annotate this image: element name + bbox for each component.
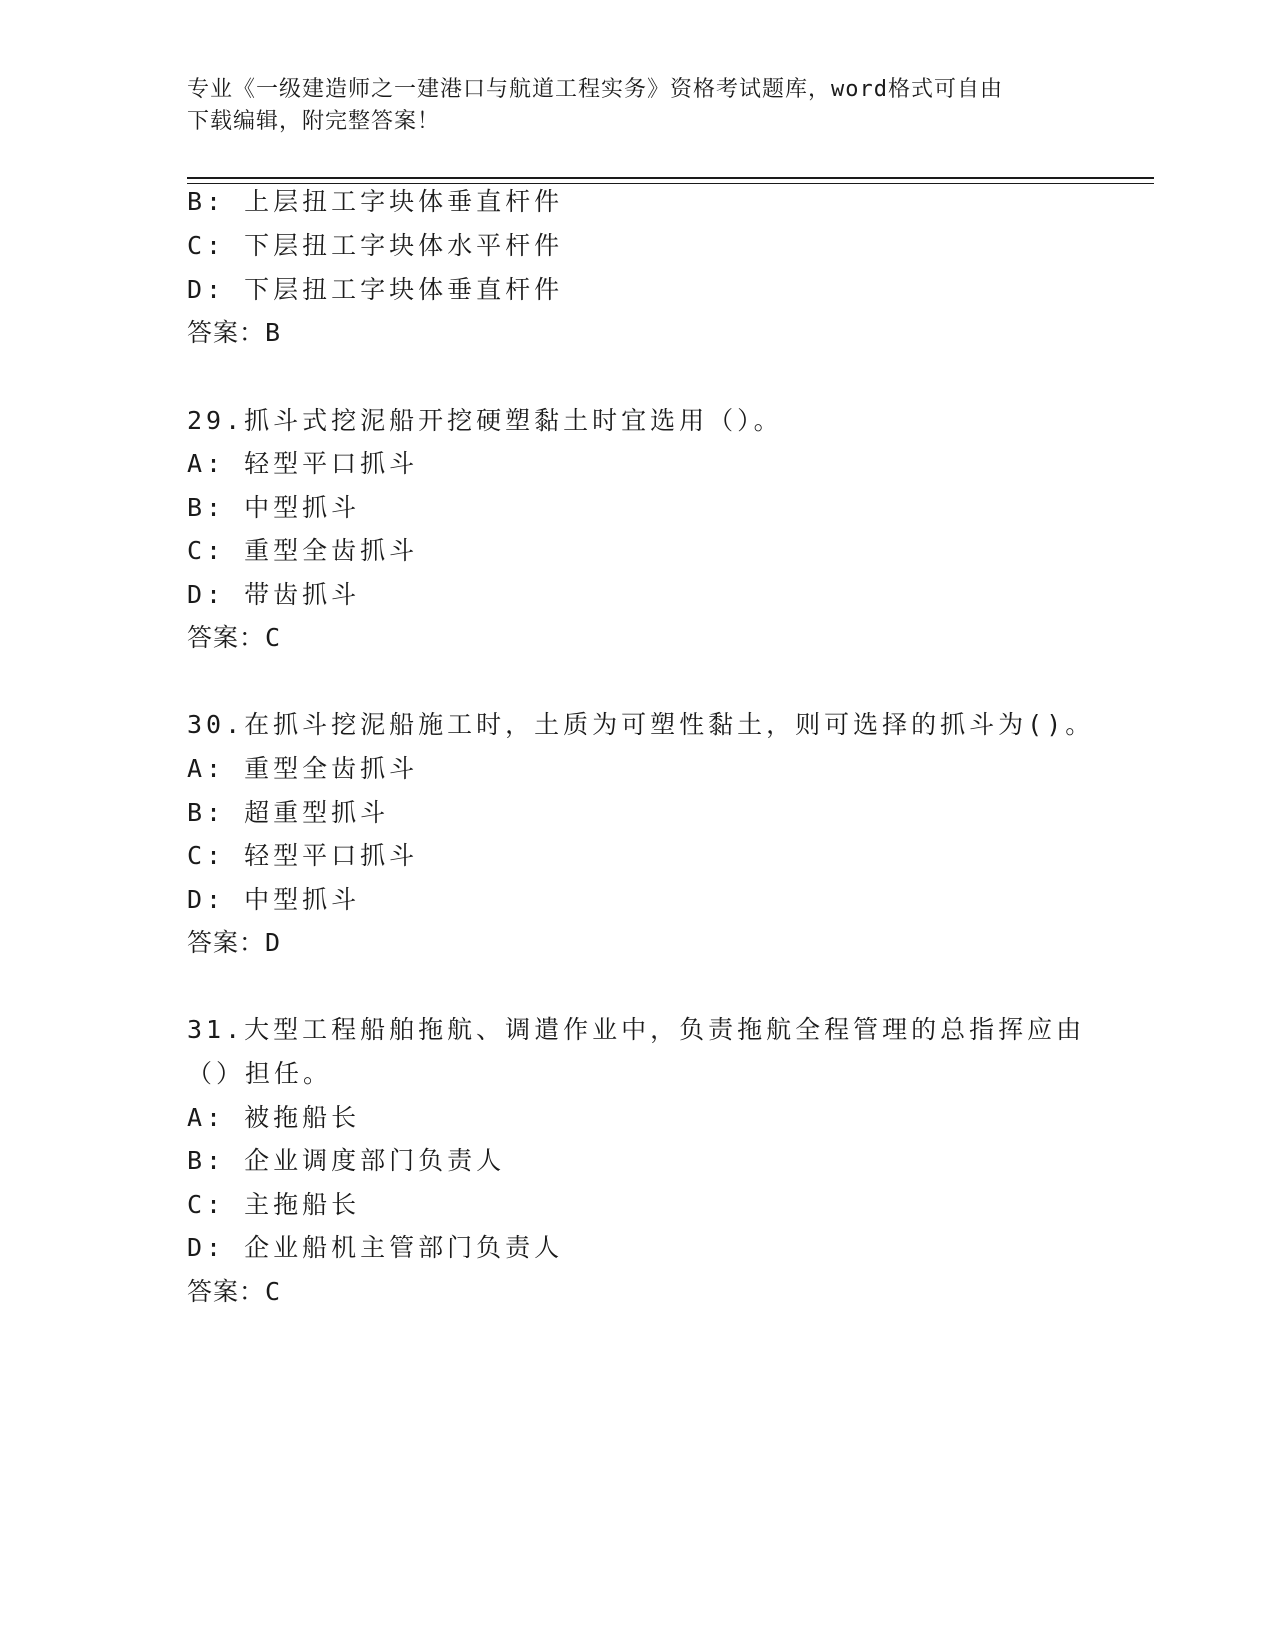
answer-line: 答案：B [187,318,282,347]
option-b: B: 上层扭工字块体垂直杆件 [187,187,564,216]
q31-option-b: B: 企业调度部门负责人 [187,1146,506,1175]
option-d: D: 下层扭工字块体垂直杆件 [187,275,564,304]
q29-option-a: A: 轻型平口抓斗 [187,449,419,478]
q29-answer: 答案：C [187,623,282,652]
q31-option-d: D: 企业船机主管部门负责人 [187,1233,564,1262]
q29-option-d: D: 带齿抓斗 [187,580,361,609]
q30-option-a: A: 重型全齿抓斗 [187,754,419,783]
q31-option-a: A: 被拖船长 [187,1103,361,1132]
q30-option-c: C: 轻型平口抓斗 [187,841,419,870]
q30-option-d: D: 中型抓斗 [187,885,361,914]
header-line-1: 专业《一级建造师之一建港口与航道工程实务》资格考试题库，word格式可自由 [187,77,1003,102]
question-29: 29.抓斗式挖泥船开挖硬塑黏土时宜选用（）。 [187,406,783,435]
q31-answer: 答案：C [187,1277,282,1306]
header-divider-thin [187,183,1154,184]
q29-option-b: B: 中型抓斗 [187,493,361,522]
option-c: C: 下层扭工字块体水平杆件 [187,231,564,260]
header-divider-thick [187,177,1154,179]
question-31-line-1: 31.大型工程船舶拖航、调遣作业中，负责拖航全程管理的总指挥应由 [187,1015,1086,1044]
question-31-line-2: （）担任。 [187,1059,333,1088]
question-30: 30.在抓斗挖泥船施工时，土质为可塑性黏土，则可选择的抓斗为()。 [187,710,1095,739]
q30-option-b: B: 超重型抓斗 [187,798,390,827]
document-header [187,74,1067,138]
q31-option-c: C: 主拖船长 [187,1190,361,1219]
q30-answer: 答案：D [187,928,282,957]
header-line-2: 下载编辑，附完整答案！ [187,109,441,134]
q29-option-c: C: 重型全齿抓斗 [187,536,419,565]
